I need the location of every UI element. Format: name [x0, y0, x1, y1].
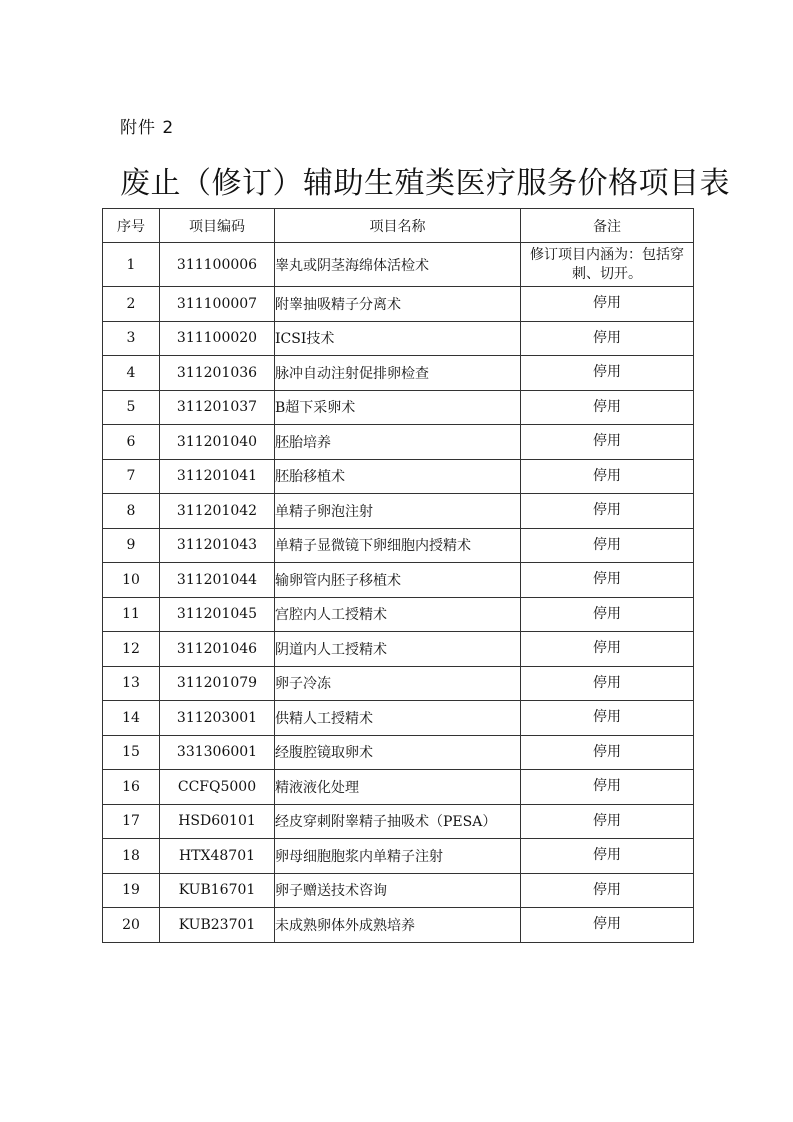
- cell-note: 停用: [521, 839, 694, 874]
- cell-item-code: HSD60101: [160, 804, 275, 839]
- cell-serial-number: 10: [103, 563, 160, 598]
- cell-item-code: 311100006: [160, 243, 275, 287]
- cell-item-name: 精液液化处理: [275, 770, 521, 805]
- cell-serial-number: 18: [103, 839, 160, 874]
- cell-serial-number: 3: [103, 321, 160, 356]
- cell-serial-number: 11: [103, 597, 160, 632]
- table-row: [103, 632, 694, 667]
- cell-serial-number: 14: [103, 701, 160, 736]
- table-row: [103, 804, 694, 839]
- cell-item-name: 供精人工授精术: [275, 701, 521, 736]
- cell-item-code: 311201037: [160, 390, 275, 425]
- table-row: [103, 321, 694, 356]
- cell-note: 停用: [521, 770, 694, 805]
- cell-item-name: 经腹腔镜取卵术: [275, 735, 521, 770]
- cell-item-code: 311201041: [160, 459, 275, 494]
- table-row: [103, 839, 694, 874]
- cell-item-code: HTX48701: [160, 839, 275, 874]
- attachment-label: 附件 2: [120, 118, 175, 138]
- page-title: 废止（修订）辅助生殖类医疗服务价格项目表: [120, 166, 730, 201]
- price-items-table: [102, 208, 694, 943]
- header-item-name: 项目名称: [275, 209, 521, 243]
- cell-serial-number: 2: [103, 287, 160, 322]
- cell-item-code: 311100007: [160, 287, 275, 322]
- cell-note: 停用: [521, 287, 694, 322]
- cell-serial-number: 16: [103, 770, 160, 805]
- table-header-row: [103, 209, 694, 243]
- cell-item-code: 311201045: [160, 597, 275, 632]
- cell-item-code: 331306001: [160, 735, 275, 770]
- table-row: [103, 597, 694, 632]
- table-row: [103, 770, 694, 805]
- cell-item-name: B超下采卵术: [275, 390, 521, 425]
- cell-item-code: 311201040: [160, 425, 275, 460]
- table-row: [103, 908, 694, 943]
- cell-item-name: ICSI技术: [275, 321, 521, 356]
- table-row: [103, 701, 694, 736]
- cell-note: 停用: [521, 701, 694, 736]
- cell-serial-number: 19: [103, 873, 160, 908]
- cell-serial-number: 12: [103, 632, 160, 667]
- cell-note: 停用: [521, 390, 694, 425]
- cell-item-code: 311201046: [160, 632, 275, 667]
- table-row: [103, 459, 694, 494]
- cell-serial-number: 15: [103, 735, 160, 770]
- cell-serial-number: 1: [103, 243, 160, 287]
- table-row: [103, 390, 694, 425]
- cell-note: 停用: [521, 425, 694, 460]
- table-row: [103, 666, 694, 701]
- cell-item-name: 未成熟卵体外成熟培养: [275, 908, 521, 943]
- cell-item-code: KUB16701: [160, 873, 275, 908]
- cell-serial-number: 6: [103, 425, 160, 460]
- cell-item-name: 附睾抽吸精子分离术: [275, 287, 521, 322]
- cell-serial-number: 20: [103, 908, 160, 943]
- table-row: [103, 287, 694, 322]
- cell-item-name: 卵子赠送技术咨询: [275, 873, 521, 908]
- cell-item-code: KUB23701: [160, 908, 275, 943]
- cell-serial-number: 8: [103, 494, 160, 529]
- cell-item-name: 阴道内人工授精术: [275, 632, 521, 667]
- header-serial-number: 序号: [103, 209, 160, 243]
- cell-item-code: 311100020: [160, 321, 275, 356]
- cell-serial-number: 5: [103, 390, 160, 425]
- header-note: 备注: [521, 209, 694, 243]
- cell-item-code: 311201079: [160, 666, 275, 701]
- header-item-code: 项目编码: [160, 209, 275, 243]
- cell-note: 停用: [521, 528, 694, 563]
- cell-note: 停用: [521, 908, 694, 943]
- cell-item-code: 311201044: [160, 563, 275, 598]
- table-row: [103, 425, 694, 460]
- cell-item-code: 311201043: [160, 528, 275, 563]
- cell-note: 修订项目内涵为：包括穿刺、切开。: [521, 243, 694, 287]
- cell-note: 停用: [521, 632, 694, 667]
- cell-item-name: 胚胎培养: [275, 425, 521, 460]
- table-row: [103, 528, 694, 563]
- cell-note: 停用: [521, 666, 694, 701]
- cell-item-code: 311201042: [160, 494, 275, 529]
- cell-note: 停用: [521, 494, 694, 529]
- cell-item-name: 单精子卵泡注射: [275, 494, 521, 529]
- cell-item-name: 睾丸或阴茎海绵体活检术: [275, 243, 521, 287]
- cell-item-name: 脉冲自动注射促排卵检查: [275, 356, 521, 391]
- cell-serial-number: 17: [103, 804, 160, 839]
- cell-note: 停用: [521, 804, 694, 839]
- cell-item-code: 311201036: [160, 356, 275, 391]
- table-row: [103, 563, 694, 598]
- cell-serial-number: 13: [103, 666, 160, 701]
- cell-note: 停用: [521, 459, 694, 494]
- table-row: [103, 735, 694, 770]
- cell-note: 停用: [521, 873, 694, 908]
- cell-item-name: 经皮穿刺附睾精子抽吸术（PESA）: [275, 804, 521, 839]
- table-row: [103, 356, 694, 391]
- cell-serial-number: 9: [103, 528, 160, 563]
- cell-item-name: 输卵管内胚子移植术: [275, 563, 521, 598]
- table-row: [103, 873, 694, 908]
- cell-note: 停用: [521, 321, 694, 356]
- cell-item-name: 胚胎移植术: [275, 459, 521, 494]
- cell-item-name: 卵子冷冻: [275, 666, 521, 701]
- cell-note: 停用: [521, 563, 694, 598]
- table-row: [103, 243, 694, 287]
- cell-item-name: 单精子显微镜下卵细胞内授精术: [275, 528, 521, 563]
- cell-item-code: 311203001: [160, 701, 275, 736]
- cell-item-code: CCFQ5000: [160, 770, 275, 805]
- table-row: [103, 494, 694, 529]
- cell-note: 停用: [521, 735, 694, 770]
- cell-item-name: 卵母细胞胞浆内单精子注射: [275, 839, 521, 874]
- cell-serial-number: 7: [103, 459, 160, 494]
- cell-item-name: 宫腔内人工授精术: [275, 597, 521, 632]
- cell-note: 停用: [521, 597, 694, 632]
- cell-note: 停用: [521, 356, 694, 391]
- cell-serial-number: 4: [103, 356, 160, 391]
